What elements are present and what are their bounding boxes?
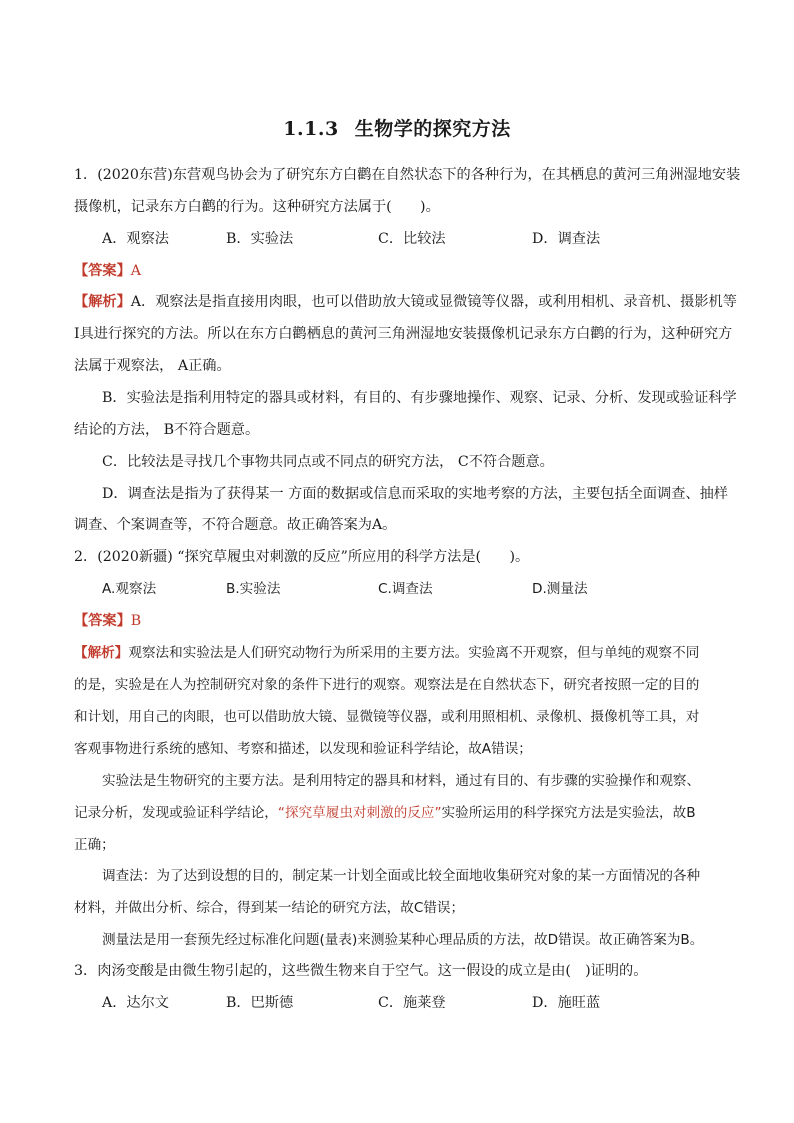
q2-stem: 2．(2020新疆) “探究草履虫对刺激的反应”所应用的科学方法是( )。 — [74, 549, 530, 565]
q2-answer — [74, 611, 724, 631]
q3-option-a: A．达尔文 — [102, 995, 169, 1011]
answer-value: B — [130, 613, 142, 629]
analysis-tag: 【解析】 — [74, 294, 131, 310]
analysis-text: 记录分析，发现或验证科学结论， — [74, 805, 278, 821]
q1-answer — [74, 261, 724, 281]
q1-analysis-line-6: C．比较法是寻找几个事物共同点或不同点的研究方法， C不符合题意。 — [102, 454, 554, 470]
q2-option-c: C.调查法 — [378, 581, 433, 597]
q2-analysis-line-8: 调查法：为了达到设想的目的，制定某一计划全面或比较全面地收集研究对象的某一方面情况的各种 — [102, 868, 701, 884]
q2-analysis-line-3: 和计划，用自己的肉眼，也可以借助放大镜、显微镜等仪器，或利用照相机、录像机、摄像机等工具，对 — [74, 709, 700, 725]
q2-option-b: B.实验法 — [226, 581, 281, 597]
q1-analysis-line-5: 结论的方法， B不符合题意。 — [74, 422, 260, 438]
q2-analysis-line-1 — [74, 643, 724, 663]
q1-option-a: A．观察法 — [102, 231, 169, 247]
analysis-text: A．观察法是指直接用肉眼，也可以借助放大镜或显微镜等仪器，或利用相机、录音机、摄影机等 — [130, 294, 737, 310]
q2-option-a: A.观察法 — [102, 581, 157, 597]
section-number: 1.1.3 — [283, 118, 339, 140]
analysis-text: 实验所运用的科学探究方法是实验法，故B — [441, 805, 696, 821]
q2-analysis-line-7: 正确； — [74, 837, 115, 853]
q1-stem-line-2: 摄像机，记录东方白鹳的行为。这种研究方法属于( )。 — [74, 199, 440, 215]
q2-analysis-line-2: 的是，实验是在人为控制研究对象的条件下进行的观察。观察法是在自然状态下，研究者按照一定的目的 — [74, 677, 700, 693]
q1-analysis-line-8: 调查、个案调查等，不符合题意。故正确答案为A。 — [74, 517, 397, 533]
q3-stem: 3．肉汤变酸是由微生物引起的，这些微生物来自于空气。这一假设的成立是由( )证明的。 — [74, 963, 648, 979]
q1-analysis-line-7: D．调查法是指为了获得某一 方面的数据或信息而采取的实地考察的方法，主要包括全面调查、抽样 — [102, 486, 728, 502]
answer-value: A — [130, 263, 142, 279]
q3-option-c: C．施莱登 — [378, 995, 446, 1011]
q2-analysis-line-10: 测量法是用一套预先经过标准化问题(量表)来测验某种心理品质的方法，故D错误。故正确答案为B。 — [102, 932, 704, 948]
q1-analysis-line-3: 法属于观察法， A正确。 — [74, 358, 231, 374]
q2-analysis-line-6 — [74, 803, 724, 823]
q1-analysis-line-1 — [74, 292, 737, 312]
analysis-text: 观察法和实验法是人们研究动物行为所采用的主要方法。实验离不开观察，但与单纯的观察不同 — [128, 645, 700, 661]
q1-analysis-line-4: B．实验法是指利用特定的器具或材料，有目的、有步骤地操作、观察、记录、分析、发现或验证科学 — [102, 390, 737, 406]
page-title — [0, 114, 794, 141]
q1-option-d: D．调查法 — [532, 231, 601, 247]
analysis-tag: 【解析】 — [74, 645, 129, 661]
q1-option-b: B．实验法 — [226, 231, 294, 247]
answer-tag: 【答案】 — [74, 263, 131, 279]
q2-analysis-line-5: 实验法是生物研究的主要方法。是利用特定的器具和材料，通过有目的、有步骤的实验操作和观察、 — [102, 773, 701, 789]
q3-option-b: B．巴斯德 — [226, 995, 294, 1011]
answer-tag: 【答案】 — [74, 613, 131, 629]
q3-option-d: D．施旺蓝 — [532, 995, 601, 1011]
section-title: 生物学的探究方法 — [354, 118, 511, 140]
q1-analysis-line-2: I具进行探究的方法。所以在东方白鹳栖息的黄河三角洲湿地安装摄像机记录东方白鹳的行为，这种研究方 — [74, 326, 733, 342]
highlighted-quote: “探究草履虫对刺激的反应” — [277, 805, 442, 821]
q2-analysis-line-4: 客观事物进行系统的感知、考察和描述，以发现和验证科学结论，故A错误； — [74, 741, 532, 757]
q2-analysis-line-9: 材料，并做出分析、综合，得到某一结论的研究方法，故C错误； — [74, 900, 465, 916]
q2-option-d: D.测量法 — [532, 581, 588, 597]
q1-stem-line-1: 1．(2020东营)东营观鸟协会为了研究东方白鹳在自然状态下的各种行为，在其栖息的黄河三角洲湿地安装 — [74, 167, 741, 183]
q1-option-c: C．比较法 — [378, 231, 446, 247]
